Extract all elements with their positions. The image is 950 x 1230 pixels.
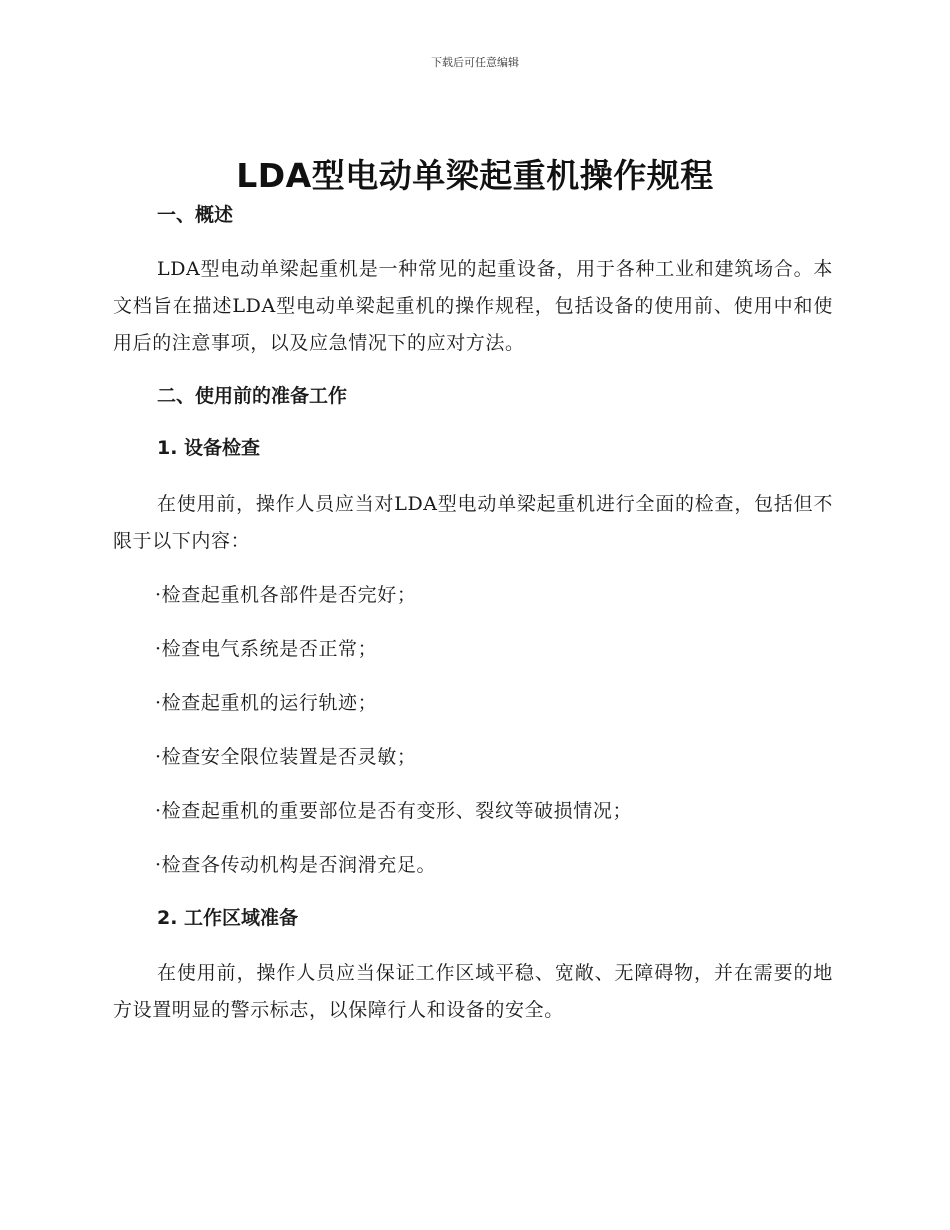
header-note: 下载后可任意编辑 (431, 56, 519, 69)
subsection1-paragraph: 在使用前，操作人员应当对LDA型电动单梁起重机进行全面的检查，包括但不限于以下内容： (113, 493, 833, 552)
section2-heading: 二、使用前的准备工作 (157, 385, 348, 407)
subsection2-paragraph: 在使用前，操作人员应当保证工作区域平稳、宽敞、无障碍物，并在需要的地方设置明显的警示标志，以保障行人和设备的安全。 (113, 962, 833, 1021)
section1-paragraph: LDA型电动单梁起重机是一种常见的起重设备，用于各种工业和建筑场合。本文档旨在描述LDA型电动单梁起重机的操作规程，包括设备的使用前、使用中和使用后的注意事项，以及应急情况下的应对方法。 (113, 258, 833, 354)
list-item: ·检查安全限位装置是否灵敏； (155, 746, 417, 768)
list-item: ·检查起重机各部件是否完好； (155, 584, 417, 606)
document-title: LDA型电动单梁起重机操作规程 (236, 156, 714, 195)
list-item: ·检查电气系统是否正常； (155, 638, 378, 660)
list-item: ·检查各传动机构是否润滑充足。 (155, 854, 437, 876)
list-item: ·检查起重机的重要部位是否有变形、裂纹等破损情况； (155, 800, 633, 822)
document-body (113, 200, 833, 1029)
list-item: ·检查起重机的运行轨迹； (155, 692, 378, 714)
subsection2-heading: 2. 工作区域准备 (157, 907, 299, 929)
section1-heading: 一、概述 (157, 204, 234, 226)
subsection1-heading: 1. 设备检查 (157, 437, 261, 459)
